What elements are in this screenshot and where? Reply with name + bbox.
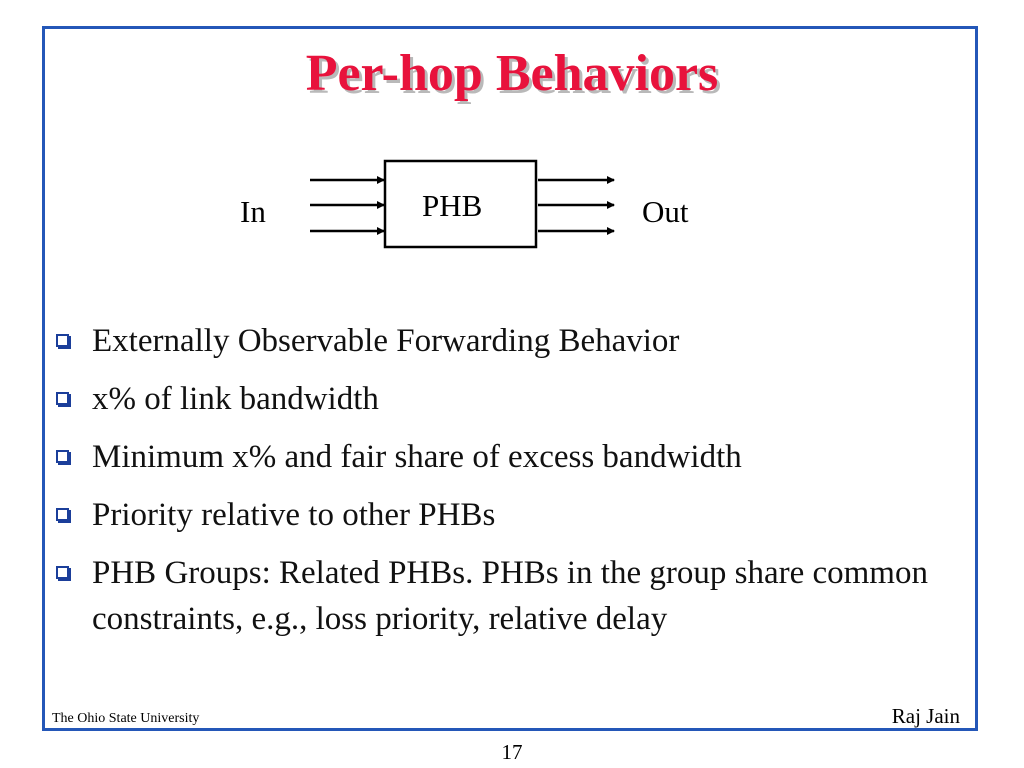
footer-affiliation: The Ohio State University <box>52 711 200 726</box>
in-label: In <box>240 194 266 229</box>
bullet-square-icon <box>56 450 69 463</box>
bullet-text: x% of link bandwidth <box>92 381 379 417</box>
bullet-text: PHB Groups: Related PHBs. PHBs in the group share common constraints, e.g., loss priority, relative delay <box>92 555 928 637</box>
bullet-item <box>52 550 952 642</box>
bullet-item <box>52 376 952 422</box>
bullet-square-icon <box>56 392 69 405</box>
bullet-text: Priority relative to other PHBs <box>92 497 496 533</box>
phb-box-label: PHB <box>422 188 483 223</box>
slide-title: Per-hop Behaviors <box>305 45 719 102</box>
bullet-text: Externally Observable Forwarding Behavior <box>92 323 680 359</box>
page-number: 17 <box>501 740 523 764</box>
out-label: Out <box>642 194 689 229</box>
bullet-text: Minimum x% and fair share of excess bandwidth <box>92 439 742 475</box>
bullet-item <box>52 434 952 480</box>
bullet-item <box>52 492 952 538</box>
bullet-square-icon <box>56 334 69 347</box>
bullet-item <box>52 318 952 364</box>
bullet-list <box>52 318 952 654</box>
footer-author: Raj Jain <box>891 704 960 728</box>
bullet-square-icon <box>56 508 69 521</box>
bullet-square-icon <box>56 566 69 579</box>
